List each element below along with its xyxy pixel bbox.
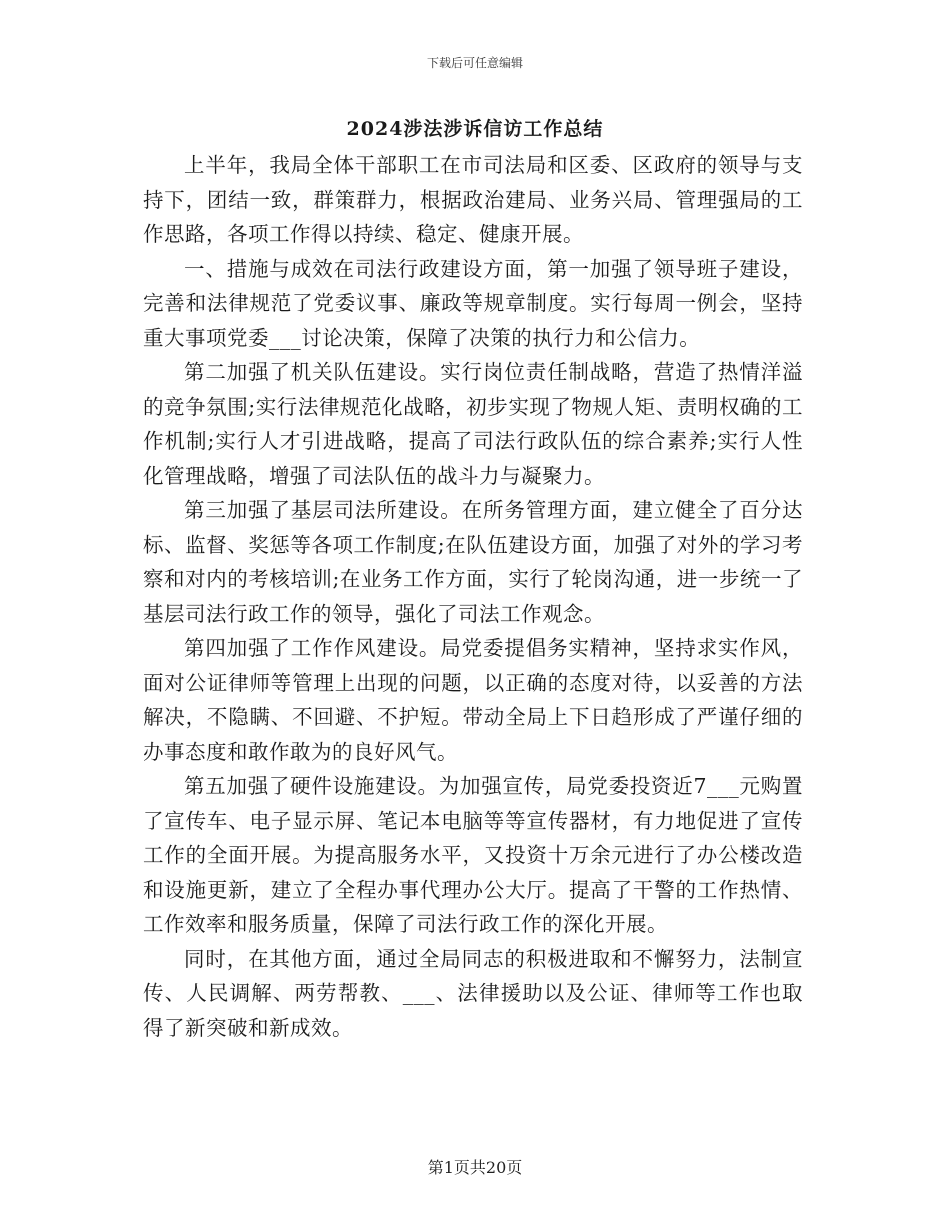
document-body: [143, 148, 803, 1045]
paragraph: 上半年，我局全体干部职工在市司法局和区委、区政府的领导与支持下，团结一致，群策群力，根据政治建局、业务兴局、管理强局的工作思路，各项工作得以持续、稳定、健康开展。: [143, 153, 803, 246]
paragraph: 一、措施与成效在司法行政建设方面，第一加强了领导班子建设，完善和法律规范了党委议事、廉政等规章制度。实行每周一例会，坚持重大事项党委___讨论决策，保障了决策的执行力和公信力。: [143, 256, 803, 350]
header-note: 下载后可任意编辑: [426, 56, 523, 70]
document-title: 2024涉法涉诉信访工作总结: [346, 118, 604, 140]
paragraph: 第四加强了工作作风建设。局党委提倡务实精神，坚持求实作风，面对公证律师等管理上出现的问题，以正确的态度对待，以妥善的方法解决，不隐瞒、不回避、不护短。带动全局上下日趋形成了严谨仔细的办事态度和敢作敢为的良好风气。: [143, 636, 803, 764]
paragraph: 同时，在其他方面，通过全局同志的积极进取和不懈努力，法制宣传、人民调解、两劳帮教、___、法律援助以及公证、律师等工作也取得了新突破和新成效。: [143, 946, 803, 1040]
paragraph: 第二加强了机关队伍建设。实行岗位责任制战略，营造了热情洋溢的竞争氛围;实行法律规范化战略，初步实现了物规人矩、责明权确的工作机制;实行人才引进战略，提高了司法行政队伍的综合素养;实行人性化管理战略，增强了司法队伍的战斗力与凝聚力。: [143, 360, 803, 488]
paragraph: 第三加强了基层司法所建设。在所务管理方面，建立健全了百分达标、监督、奖惩等各项工作制度;在队伍建设方面，加强了对外的学习考察和对内的考核培训;在业务工作方面，实行了轮岗沟通，进一步统一了基层司法行政工作的领导，强化了司法工作观念。: [143, 498, 803, 626]
page-indicator: 第1页共20页: [427, 1158, 523, 1177]
paragraph: 第五加强了硬件设施建设。为加强宣传，局党委投资近7___元购置了宣传车、电子显示屏、笔记本电脑等等宣传器材，有力地促进了宣传工作的全面开展。为提高服务水平，又投资十万余元进行了办公楼改造和设施更新，建立了全程办事代理办公大厅。提高了干警的工作热情、工作效率和服务质量，保障了司法行政工作的深化开展。: [143, 774, 803, 936]
